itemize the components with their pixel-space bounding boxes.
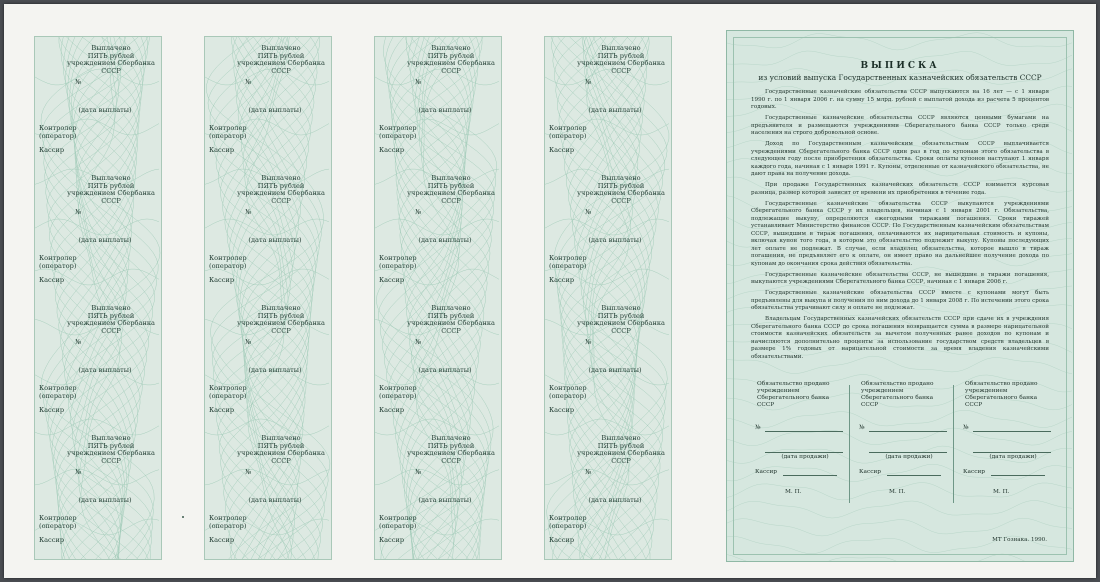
paid-label: Выплачено (431, 44, 471, 52)
sale-column-1 (747, 379, 849, 551)
coupon (375, 37, 501, 167)
paragraph-2: Государственные казначейские обязательства СССР являются ценными бумагами на предъявителя и размещаются учреждениями Сберегательного банка СССР только среди населения на строго добровольной основе. (751, 115, 1049, 136)
coupon-strip-4 (544, 36, 672, 560)
controller-label (39, 255, 109, 270)
coupon-number-sign: № (415, 208, 422, 216)
coupon-number-sign: № (585, 338, 592, 346)
controller-label (209, 255, 279, 270)
cashier-label: Кассир (209, 276, 235, 284)
sale-column-2 (851, 379, 953, 551)
controller-label (39, 385, 109, 400)
controller-label (379, 125, 449, 140)
coupon (205, 167, 331, 297)
controller-label (549, 125, 619, 140)
paid-label: Выплачено (601, 434, 641, 442)
controller-text: Контролер (209, 124, 247, 132)
payment-date-label: (дата выплаты) (248, 366, 302, 374)
coupon-number-sign: № (75, 338, 82, 346)
coupon-header (403, 45, 499, 75)
controller-label (549, 385, 619, 400)
controller-text: Контролер (549, 254, 587, 262)
payment-date-label: (дата выплаты) (588, 496, 642, 504)
coupon-number-sign: № (245, 468, 252, 476)
payment-date-label: (дата выплаты) (78, 496, 132, 504)
operator-text: (оператор) (549, 131, 587, 140)
operator-text: (оператор) (209, 261, 247, 270)
bank-label: учреждением Сбербанка СССР (237, 59, 325, 75)
coupon-strip-2 (204, 36, 332, 560)
cashier-label: Кассир (209, 146, 235, 154)
coupon-number-sign: № (245, 338, 252, 346)
sale-date-label: (дата продажи) (989, 454, 1037, 460)
controller-text: Контролер (209, 384, 247, 392)
coupon-header (403, 175, 499, 205)
coupon-header (573, 45, 669, 75)
cashier-label: Кассир (379, 146, 405, 154)
cashier-label: Кассир (859, 469, 882, 475)
amount-label: ПЯТЬ рублей (597, 311, 645, 320)
bank-label: учреждением Сбербанка СССР (67, 449, 155, 465)
coupon-header (233, 45, 329, 75)
coupon-header (63, 305, 159, 335)
coupon-header (63, 435, 159, 465)
cashier-label: Кассир (39, 536, 65, 544)
controller-text: Контролер (549, 514, 587, 522)
amount-label: ПЯТЬ рублей (427, 441, 475, 450)
payment-date-label: (дата выплаты) (248, 496, 302, 504)
amount-label: ПЯТЬ рублей (257, 311, 305, 320)
controller-label (39, 515, 109, 530)
date-line (765, 452, 843, 453)
operator-text: (оператор) (39, 261, 77, 270)
sale-record-columns (747, 379, 1053, 551)
cashier-line (783, 475, 837, 476)
payment-date-label: (дата выплаты) (78, 366, 132, 374)
payment-date-label: (дата выплаты) (418, 106, 472, 114)
number-line (869, 431, 947, 432)
payment-date-label: (дата выплаты) (418, 366, 472, 374)
controller-text: Контролер (379, 254, 417, 262)
paid-label: Выплачено (91, 44, 131, 52)
extract-title: ВЫПИСКА (860, 61, 940, 71)
terms-extract-panel (726, 30, 1074, 562)
paid-label: Выплачено (91, 174, 131, 182)
amount-label: ПЯТЬ рублей (597, 441, 645, 450)
operator-text: (оператор) (39, 521, 77, 530)
bank-label: учреждением Сбербанка СССР (67, 319, 155, 335)
coupon-header (233, 305, 329, 335)
payment-date-label: (дата выплаты) (588, 236, 642, 244)
controller-label (209, 385, 279, 400)
cashier-label: Кассир (39, 276, 65, 284)
paragraph-8: Владельцам Государственных казначейских обязательств СССР при сдаче их в учреждения Сберегательного банка СССР до срока погашения возвращается сумма в размере нарицательной стоимости казначейских обязательств за вычетом полученных ранее доходов по купонам и начисляются дополнительно проценты за использование государством средств владельцев в размере 1% годовых от нарицательной стоимости за время владения казначейскими обязательствами. (751, 316, 1049, 360)
coupon (35, 297, 161, 427)
coupon-header (233, 435, 329, 465)
coupon-number-sign: № (75, 78, 82, 86)
operator-text: (оператор) (209, 521, 247, 530)
sold-by-label: Обязательство продано учреждением Сберегательного банка СССР (757, 381, 830, 408)
bank-label: учреждением Сбербанка СССР (67, 189, 155, 205)
bank-label: учреждением Сбербанка СССР (577, 319, 665, 335)
controller-label (379, 385, 449, 400)
bank-label: учреждением Сбербанка СССР (407, 319, 495, 335)
bank-label: учреждением Сбербанка СССР (407, 449, 495, 465)
operator-text: (оператор) (379, 131, 417, 140)
number-line (765, 431, 843, 432)
paid-label: Выплачено (431, 304, 471, 312)
coupon (205, 37, 331, 167)
controller-text: Контролер (379, 124, 417, 132)
cashier-label: Кассир (39, 146, 65, 154)
seal-label: М. П. (889, 489, 906, 495)
controller-text: Контролер (379, 384, 417, 392)
paragraph-1: Государственные казначейские обязательства СССР выпускаются на 16 лет — с 1 января 1990 г. по 1 января 2006 г. на сумму 15 млрд. рублей с выплатой дохода из расчета 5 процентов годовых. (751, 89, 1049, 110)
cashier-label: Кассир (209, 406, 235, 414)
coupon (375, 297, 501, 427)
coupon-header (63, 175, 159, 205)
coupon (545, 297, 671, 427)
coupon (35, 167, 161, 297)
coupon-header (233, 175, 329, 205)
coupon-number-sign: № (585, 468, 592, 476)
coupon-header (403, 305, 499, 335)
coupon (205, 427, 331, 557)
amount-label: ПЯТЬ рублей (87, 441, 135, 450)
cashier-label: Кассир (963, 469, 986, 475)
coupon (545, 167, 671, 297)
paragraph-7: Государственные казначейские обязательства СССР вместе с купонами могут быть предъявлены для выкупа и получения по ним дохода до 1 января 2008 г. По истечении этого срока обязательства утрачивают силу и оплате не подлежат. (751, 290, 1049, 311)
amount-label: ПЯТЬ рублей (427, 51, 475, 60)
bank-label: учреждением Сбербанка СССР (407, 189, 495, 205)
paid-label: Выплачено (601, 44, 641, 52)
seal-label: М. П. (785, 489, 802, 495)
coupon (545, 37, 671, 167)
paid-label: Выплачено (431, 434, 471, 442)
coupon-strip-3 (374, 36, 502, 560)
coupon (205, 297, 331, 427)
coupon-number-sign: № (415, 338, 422, 346)
coupon-number-sign: № (75, 468, 82, 476)
number-label: № (755, 425, 761, 431)
cashier-label: Кассир (379, 536, 405, 544)
controller-label (209, 515, 279, 530)
amount-label: ПЯТЬ рублей (87, 181, 135, 190)
amount-label: ПЯТЬ рублей (257, 441, 305, 450)
column-divider (953, 385, 954, 503)
cashier-label: Кассир (755, 469, 778, 475)
controller-text: Контролер (39, 124, 77, 132)
coupon-number-sign: № (415, 78, 422, 86)
sold-by-label: Обязательство продано учреждением Сберегательного банка СССР (965, 381, 1038, 408)
paid-label: Выплачено (91, 304, 131, 312)
controller-label (39, 125, 109, 140)
amount-label: ПЯТЬ рублей (87, 311, 135, 320)
date-line (869, 452, 947, 453)
amount-label: ПЯТЬ рублей (257, 51, 305, 60)
paid-label: Выплачено (431, 174, 471, 182)
amount-label: ПЯТЬ рублей (597, 181, 645, 190)
seal-label: М. П. (993, 489, 1010, 495)
amount-label: ПЯТЬ рублей (87, 51, 135, 60)
payment-date-label: (дата выплаты) (78, 236, 132, 244)
operator-text: (оператор) (379, 521, 417, 530)
operator-text: (оператор) (549, 261, 587, 270)
coupon-number-sign: № (245, 78, 252, 86)
bank-label: учреждением Сбербанка СССР (237, 189, 325, 205)
payment-date-label: (дата выплаты) (248, 236, 302, 244)
operator-text: (оператор) (549, 391, 587, 400)
paid-label: Выплачено (601, 304, 641, 312)
coupon (375, 427, 501, 557)
controller-label (379, 255, 449, 270)
cashier-label: Кассир (549, 276, 575, 284)
payment-date-label: (дата выплаты) (418, 236, 472, 244)
paragraph-5: Государственные казначейские обязательства СССР выкупаются учреждениями Сберегательного банка СССР у их владельцев, начиная с 1 января 2001 г. Обязательства, подлежащие выкупу, определяются ежегодными тиражами погашения. Сроки тиражей устанавливает Министерство финансов СССР. По Государственным казначейским обязательствам СССР, вышедшим в тираж погашения, оплачиваются их нарицательная стоимость и купоны, включая купон того года, в котором это обязательство подлежит выкупу. Купоны последующих лет оплате не подлежат. В случае, если владелец обязательства, которое вышло в тираж погашения, не предъявляет его к оплате, он имеет право на дальнейшее получение дохода по купонам до окончания срока действия обязательства. (751, 200, 1049, 267)
paid-label: Выплачено (261, 434, 301, 442)
bank-label: учреждением Сбербанка СССР (577, 449, 665, 465)
coupon-header (573, 435, 669, 465)
bank-label: учреждением Сбербанка СССР (407, 59, 495, 75)
cashier-label: Кассир (209, 536, 235, 544)
sale-date-label: (дата продажи) (781, 454, 829, 460)
date-line (973, 452, 1051, 453)
payment-date-label: (дата выплаты) (248, 106, 302, 114)
coupon-number-sign: № (75, 208, 82, 216)
controller-text: Контролер (209, 514, 247, 522)
controller-text: Контролер (39, 514, 77, 522)
coupon-number-sign: № (415, 468, 422, 476)
paragraph-6: Государственные казначейские обязательства СССР, не вышедшие в тиражи погашения, выкупаются учреждениями Сберегательного банка СССР, начиная с 1 января 2006 г. (751, 271, 1049, 285)
column-divider (849, 385, 850, 503)
coupon (375, 167, 501, 297)
cashier-label: Кассир (549, 406, 575, 414)
controller-label (379, 515, 449, 530)
controller-text: Контролер (379, 514, 417, 522)
paragraph-3: Доход по Государственным казначейским обязательствам СССР выплачивается учреждениями Сберегательного банка СССР один раз в год по купонам этого обязательства в следующем году после приобретения обязательства. Сроки оплаты купонов наступают 1 января каждого года, начиная с 1 января 1991 г. Купоны, отделенные от казначейского обязательства, не дают права на получение дохода. (751, 141, 1049, 177)
cashier-label: Кассир (549, 146, 575, 154)
sold-by-label: Обязательство продано учреждением Сберегательного банка СССР (861, 381, 934, 408)
cashier-label: Кассир (379, 406, 405, 414)
coupon-header (573, 305, 669, 335)
cashier-label: Кассир (379, 276, 405, 284)
cashier-label: Кассир (39, 406, 65, 414)
amount-label: ПЯТЬ рублей (257, 181, 305, 190)
controller-label (549, 255, 619, 270)
bond-sheet (4, 4, 1096, 578)
coupon-number-sign: № (245, 208, 252, 216)
amount-label: ПЯТЬ рублей (427, 311, 475, 320)
coupon-header (573, 175, 669, 205)
paid-label: Выплачено (261, 174, 301, 182)
amount-label: ПЯТЬ рублей (597, 51, 645, 60)
sale-date-label: (дата продажи) (885, 454, 933, 460)
controller-text: Контролер (39, 384, 77, 392)
payment-date-label: (дата выплаты) (78, 106, 132, 114)
paid-label: Выплачено (261, 304, 301, 312)
operator-text: (оператор) (379, 391, 417, 400)
controller-text: Контролер (549, 384, 587, 392)
coupon-number-sign: № (585, 78, 592, 86)
operator-text: (оператор) (379, 261, 417, 270)
sheet-dot (182, 516, 184, 518)
operator-text: (оператор) (209, 391, 247, 400)
bank-label: учреждением Сбербанка СССР (577, 189, 665, 205)
printer-imprint: МТ Гознака. 1990. (992, 537, 1047, 543)
bank-label: учреждением Сбербанка СССР (237, 319, 325, 335)
controller-label (549, 515, 619, 530)
cashier-label: Кассир (549, 536, 575, 544)
paragraph-4: При продаже Государственных казначейских обязательств СССР взимается курсовая разница, размер которой зависит от времени их приобретения в течение года. (751, 182, 1049, 196)
amount-label: ПЯТЬ рублей (427, 181, 475, 190)
operator-text: (оператор) (549, 521, 587, 530)
paid-label: Выплачено (601, 174, 641, 182)
operator-text: (оператор) (39, 391, 77, 400)
payment-date-label: (дата выплаты) (588, 366, 642, 374)
sale-column-3 (955, 379, 1057, 551)
controller-label (209, 125, 279, 140)
paid-label: Выплачено (91, 434, 131, 442)
operator-text: (оператор) (209, 131, 247, 140)
number-line (973, 431, 1051, 432)
payment-date-label: (дата выплаты) (418, 496, 472, 504)
extract-body (751, 89, 1049, 365)
coupon-header (403, 435, 499, 465)
coupon (545, 427, 671, 557)
coupon-number-sign: № (585, 208, 592, 216)
operator-text: (оператор) (39, 131, 77, 140)
controller-text: Контролер (209, 254, 247, 262)
coupon-header (63, 45, 159, 75)
paid-label: Выплачено (261, 44, 301, 52)
controller-text: Контролер (549, 124, 587, 132)
bank-label: учреждением Сбербанка СССР (237, 449, 325, 465)
number-label: № (859, 425, 865, 431)
coupon (35, 37, 161, 167)
extract-subtitle: из условий выпуска Государственных казначейских обязательств СССР (758, 73, 1042, 82)
coupon (35, 427, 161, 557)
coupon-strip-1 (34, 36, 162, 560)
cashier-line (991, 475, 1045, 476)
bank-label: учреждением Сбербанка СССР (577, 59, 665, 75)
number-label: № (963, 425, 969, 431)
bank-label: учреждением Сбербанка СССР (67, 59, 155, 75)
cashier-line (887, 475, 941, 476)
controller-text: Контролер (39, 254, 77, 262)
payment-date-label: (дата выплаты) (588, 106, 642, 114)
